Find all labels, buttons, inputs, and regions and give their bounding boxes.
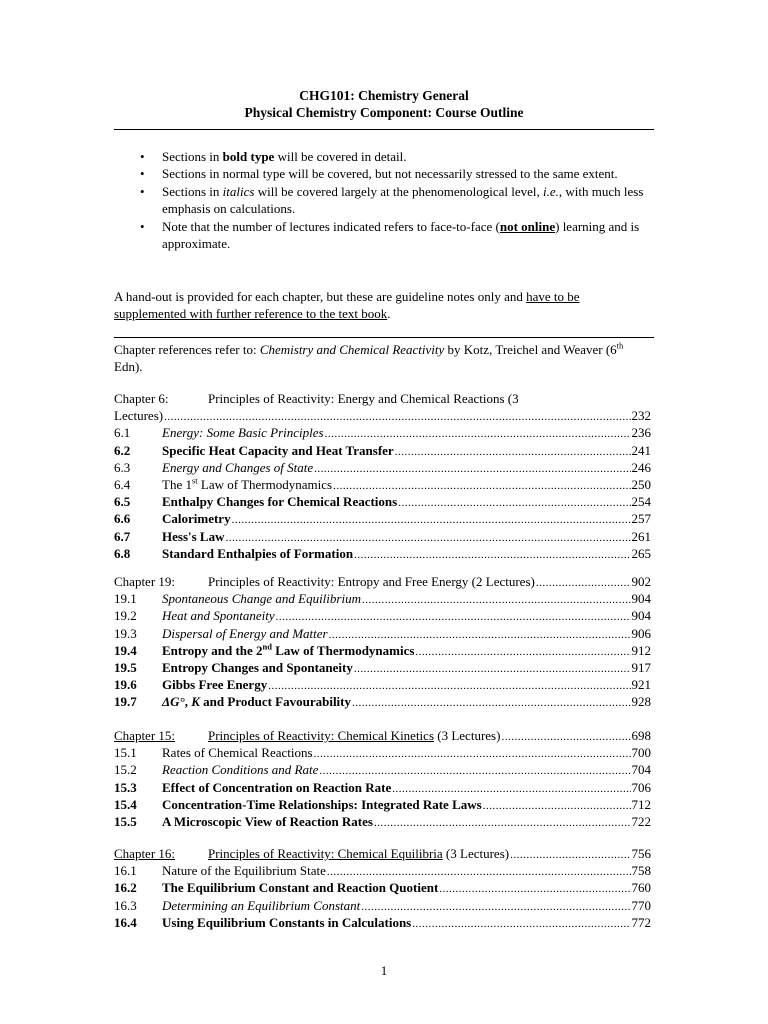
toc-row-15-4: 15.4 Concentration-Time Relationships: Integrated Rate Laws ..... 712 bbox=[114, 796, 651, 813]
dot-leader bbox=[501, 729, 630, 746]
dot-leader bbox=[415, 644, 630, 661]
chapter-heading: Chapter 19: Principles of Reactivity: Entropy and Free Energy (2 Lectures) ..... 902 bbox=[114, 573, 651, 590]
bullet-icon: • bbox=[140, 149, 145, 164]
toc-row-15-2: 15.2 Reaction Conditions and Rate ..... 704 bbox=[114, 761, 651, 778]
toc-row-19-7: 19.7 ΔG°, K and Product Favourability ..... 928 bbox=[114, 693, 651, 710]
dot-leader bbox=[314, 461, 630, 478]
chapter-16-block bbox=[114, 845, 651, 931]
note-normal-sections: • Sections in normal type will be covered, but not necessarily stressed to the same extent. bbox=[140, 166, 618, 182]
toc-row-6-8: 6.8 Standard Enthalpies of Formation ..... 265 bbox=[114, 545, 651, 562]
toc-row-19-2: 19.2 Heat and Spontaneity ..... 904 bbox=[114, 607, 651, 624]
header-rule bbox=[114, 129, 654, 130]
dot-leader bbox=[276, 609, 631, 626]
chapter-6-block bbox=[114, 390, 651, 562]
toc-row-16-1: 16.1 Nature of the Equilibrium State ..... 758 bbox=[114, 862, 651, 879]
toc-row-19-3: 19.3 Dispersal of Energy and Matter ..... 906 bbox=[114, 625, 651, 642]
toc-row-15-5: 15.5 A Microscopic View of Reaction Rates ..... 722 bbox=[114, 813, 651, 830]
dot-leader bbox=[232, 512, 631, 529]
chapter-heading-continued: Lectures) ..... 232 bbox=[114, 407, 651, 424]
toc-row-15-1: 15.1 Rates of Chemical Reactions ..... 700 bbox=[114, 744, 651, 761]
page-number: 1 bbox=[380, 963, 388, 978]
dot-leader bbox=[483, 798, 631, 815]
toc-row-6-5: 6.5 Enthalpy Changes for Chemical Reactions ..... 254 bbox=[114, 493, 651, 510]
chapter-heading: Chapter 15: Principles of Reactivity: Chemical Kinetics (3 Lectures) ..... 698 bbox=[114, 727, 651, 744]
bullet-icon: • bbox=[140, 218, 145, 234]
coverage-notes-list bbox=[114, 148, 644, 252]
toc-row-6-2: 6.2 Specific Heat Capacity and Heat Transfer ..... 241 bbox=[114, 442, 651, 459]
toc-row-16-3: 16.3 Determining an Equilibrium Constant ..... 770 bbox=[114, 897, 651, 914]
bullet-icon: • bbox=[140, 166, 145, 182]
section-rule bbox=[114, 337, 654, 338]
toc-row-15-3: 15.3 Effect of Concentration on Reaction Rate ..... 706 bbox=[114, 779, 651, 796]
dot-leader bbox=[352, 695, 630, 712]
bullet-icon: • bbox=[140, 183, 145, 199]
toc-row-19-4: 19.4 Entropy and the 2nd Law of Thermodynamics ..... 912 bbox=[114, 642, 651, 659]
dot-leader bbox=[354, 661, 631, 678]
handout-note: A hand-out is provided for each chapter, but these are guideline notes only and have to be supplemented with further reference to the text book. bbox=[114, 289, 580, 322]
document-subtitle: Physical Chemistry Component: Course Outline bbox=[244, 105, 524, 120]
chapter-15-block bbox=[114, 727, 651, 830]
document-title: CHG101: Chemistry General bbox=[299, 88, 469, 103]
dot-leader bbox=[536, 575, 631, 592]
note-lecture-count: • Note that the number of lectures indicated refers to face-to-face (not online) learning and is approximate. bbox=[140, 218, 640, 252]
note-bold-sections: • Sections in bold type will be covered in detail. bbox=[140, 149, 407, 164]
textbook-reference: Chapter references refer to: Chemistry and Chemical Reactivity by Kotz, Treichel and Weaver (6th Edn). bbox=[114, 340, 624, 375]
toc-row-19-5: 19.5 Entropy Changes and Spontaneity ..... 917 bbox=[114, 659, 651, 676]
note-italic-sections: • Sections in italics will be covered largely at the phenomenological level, i.e., with much less emphasis on calculations. bbox=[140, 183, 644, 217]
toc-row-6-3: 6.3 Energy and Changes of State ..... 246 bbox=[114, 459, 651, 476]
toc-row-6-6: 6.6 Calorimetry ..... 257 bbox=[114, 510, 651, 527]
toc-row-19-6: 19.6 Gibbs Free Energy ..... 921 bbox=[114, 676, 651, 693]
toc-row-6-1: 6.1 Energy: Some Basic Principles ..... 236 bbox=[114, 424, 651, 441]
toc-row-16-2: 16.2 The Equilibrium Constant and Reaction Quotient ..... 760 bbox=[114, 879, 651, 896]
toc-row-19-1: 19.1 Spontaneous Change and Equilibrium ..... 904 bbox=[114, 590, 651, 607]
toc-row-6-4: 6.4 The 1st Law of Thermodynamics ..... 250 bbox=[114, 476, 651, 493]
chapter-19-block bbox=[114, 573, 651, 711]
dot-leader bbox=[354, 547, 630, 564]
toc-row-16-4: 16.4 Using Equilibrium Constants in Calculations ..... 772 bbox=[114, 914, 651, 931]
dot-leader bbox=[362, 592, 631, 609]
toc-row-6-7: 6.7 Hess's Law ..... 261 bbox=[114, 528, 651, 545]
dot-leader bbox=[314, 746, 631, 763]
dot-leader bbox=[412, 916, 630, 933]
dot-leader bbox=[398, 495, 630, 512]
chapter-heading: Chapter 16: Principles of Reactivity: Chemical Equilibria (3 Lectures) ..... 756 bbox=[114, 845, 651, 862]
chapter-heading: Chapter 6: Principles of Reactivity: Energy and Chemical Reactions (3 bbox=[114, 391, 519, 406]
dot-leader bbox=[510, 847, 630, 864]
dot-leader bbox=[395, 444, 631, 461]
dot-leader bbox=[439, 881, 630, 898]
dot-leader bbox=[374, 815, 631, 832]
